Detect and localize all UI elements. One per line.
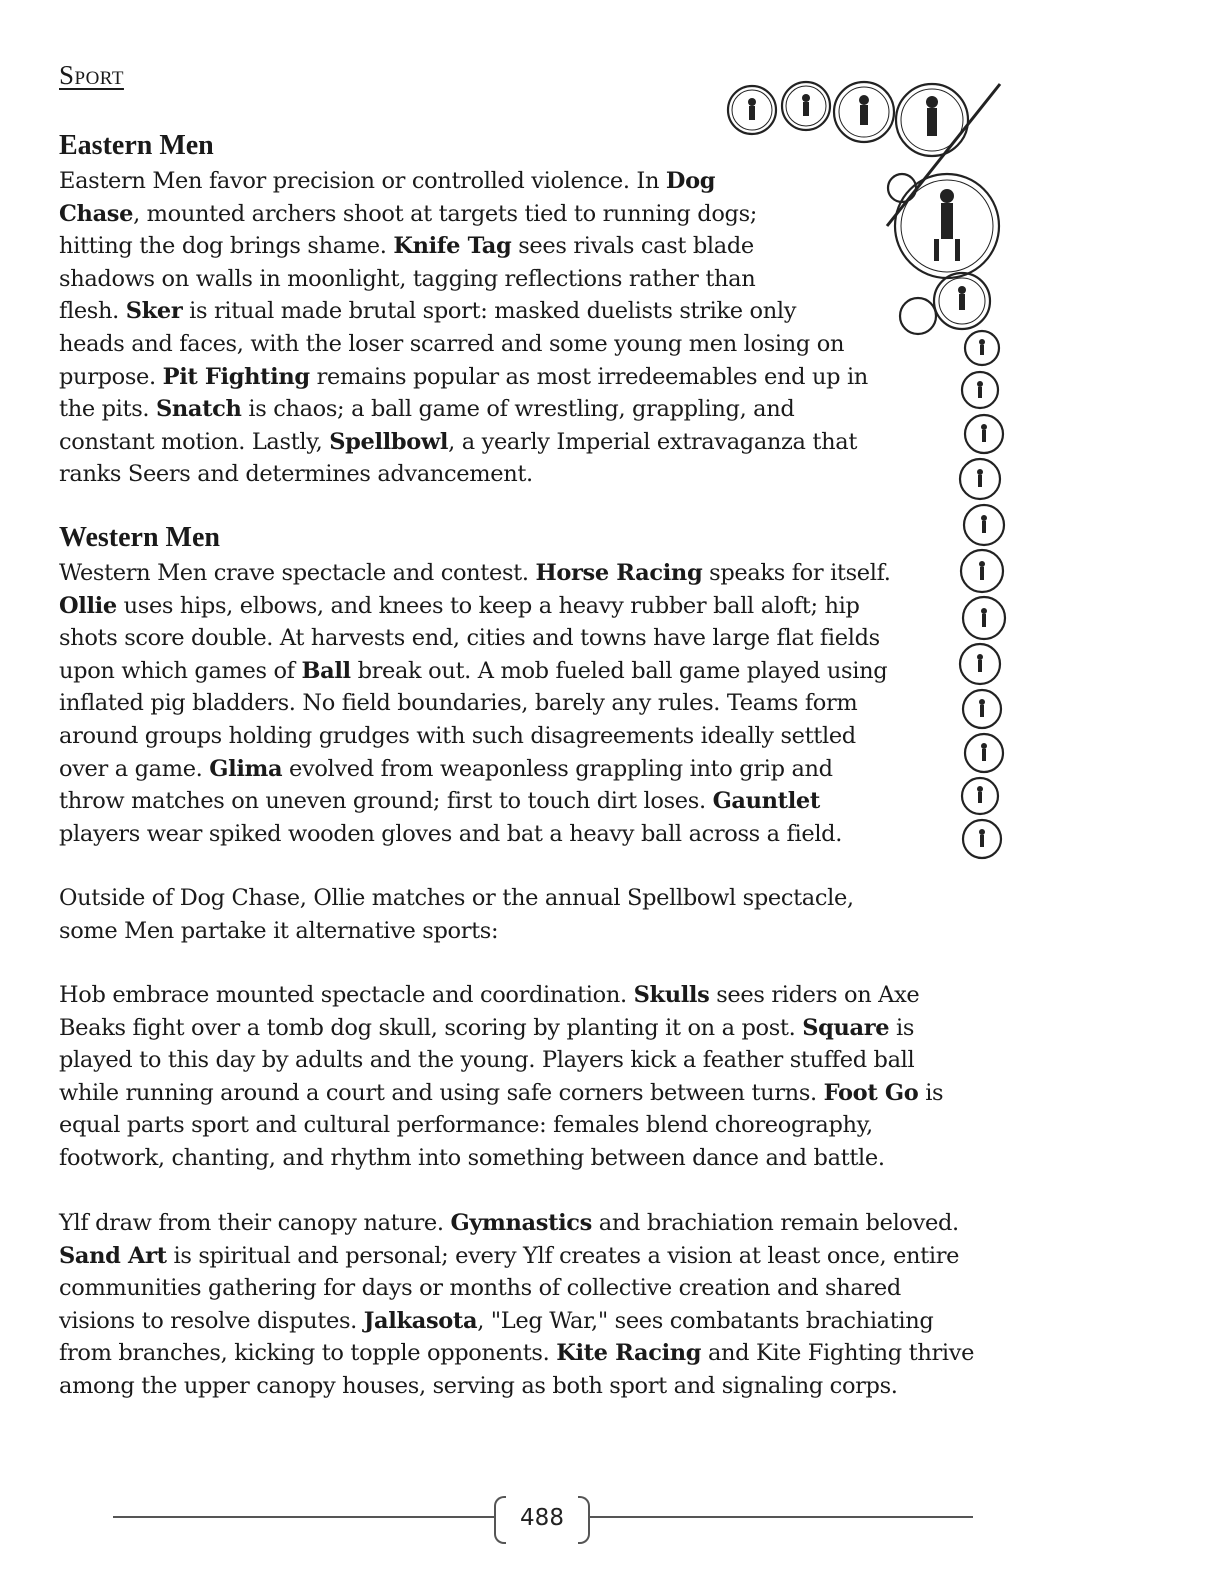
text-run: the pits. xyxy=(59,396,156,423)
text-run: break out. A mob fueled ball game played using xyxy=(350,657,888,684)
sport-name: Foot Go xyxy=(823,1079,919,1106)
text-line xyxy=(59,1337,974,1370)
text-run: communities gathering for days or months of collective creation and shared xyxy=(59,1275,901,1302)
text-run: shadows on walls in moonlight, tagging reflections rather than xyxy=(59,265,756,292)
sport-name: Dog xyxy=(665,168,716,194)
sport-name: Knife Tag xyxy=(393,233,512,260)
text-run: visions to resolve disputes. xyxy=(59,1307,364,1334)
text-run: heads and faces, with the loser scarred and some young men losing on xyxy=(59,330,845,357)
text-run: sees riders on Axe xyxy=(709,982,920,1008)
text-run: is xyxy=(918,1079,944,1106)
text-line xyxy=(59,1370,974,1403)
text-run: ranks Seers and determines advancement. xyxy=(59,461,533,488)
text-line xyxy=(59,1142,943,1175)
sport-name: Pit Fighting xyxy=(162,363,310,390)
text-run: Ylf draw from their canopy nature. xyxy=(59,1210,451,1236)
sport-name: Skulls xyxy=(633,982,710,1008)
text-run: , mounted archers shoot at targets tied to running dogs; xyxy=(133,200,757,227)
text-run: Outside of Dog Chase, Ollie matches or the annual Spellbowl spectacle, xyxy=(59,885,854,911)
text-line xyxy=(59,1109,943,1142)
text-run: , a yearly Imperial extravaganza that xyxy=(448,428,858,455)
text-run: around groups holding grudges with such disagreements ideally settled xyxy=(59,722,856,749)
text-line xyxy=(59,1207,974,1240)
text-run: upon which games of xyxy=(59,657,302,684)
page-number: 488 xyxy=(520,1505,564,1531)
sport-name: Snatch xyxy=(156,396,242,423)
text-run: among the upper canopy houses, serving as both sport and signaling corps. xyxy=(59,1372,898,1399)
text-run: is xyxy=(889,1014,915,1041)
sport-name: Ollie xyxy=(59,592,117,619)
sport-name: Kite Racing xyxy=(556,1340,702,1367)
western-men-heading: Western Men xyxy=(59,522,220,553)
sport-name: Sker xyxy=(125,298,183,325)
page-number-box xyxy=(494,1496,590,1540)
sport-name: Jalkasota xyxy=(363,1307,478,1334)
text-run: uses hips, elbows, and knees to keep a heavy rubber ball aloft; hip xyxy=(116,592,860,619)
sport-name: Chase xyxy=(59,200,134,227)
text-line xyxy=(59,979,943,1012)
sport-name: Ball xyxy=(301,657,351,684)
text-run: , "Leg War," sees combatants brachiating xyxy=(477,1307,934,1334)
sport-name: Spellbowl xyxy=(329,428,449,455)
outside-paragraph xyxy=(59,882,854,947)
text-run: is ritual made brutal sport: masked duelists strike only xyxy=(182,298,797,325)
bracket-left xyxy=(494,1496,506,1544)
text-run: constant motion. Lastly, xyxy=(59,428,330,455)
text-run: and Kite Fighting thrive xyxy=(701,1340,975,1367)
sport-name: Gymnastics xyxy=(450,1210,592,1236)
text-run: played to this day by adults and the young. Players kick a feather stuffed ball xyxy=(59,1047,915,1074)
text-run: throw matches on uneven ground; first to touch dirt loses. xyxy=(59,788,713,815)
text-line xyxy=(59,915,854,948)
text-run: hitting the dog brings shame. xyxy=(59,233,394,260)
text-line xyxy=(59,1077,943,1110)
text-run: purpose. xyxy=(59,363,163,390)
text-run: players wear spiked wooden gloves and bat a heavy ball across a field. xyxy=(59,820,843,847)
footer-rule-left xyxy=(113,1516,494,1518)
text-run: footwork, chanting, and rhythm into something between dance and battle. xyxy=(59,1144,885,1171)
footer-rule-right xyxy=(590,1516,973,1518)
sport-name: Square xyxy=(802,1014,890,1041)
text-run: speaks for itself. xyxy=(702,560,891,586)
sport-name: Horse Racing xyxy=(535,560,703,586)
eastern-men-heading: Eastern Men xyxy=(59,130,214,161)
text-run: is spiritual and personal; every Ylf creates a vision at least once, entire xyxy=(166,1242,960,1269)
text-run: Hob embrace mounted spectacle and coordination. xyxy=(59,982,634,1008)
text-run: while running around a court and using safe corners between turns. xyxy=(59,1079,824,1106)
text-line xyxy=(59,1012,943,1045)
text-run: equal parts sport and cultural performance: females blend choreography, xyxy=(59,1112,873,1139)
section-title: Sport xyxy=(59,60,124,90)
text-run: is chaos; a ball game of wrestling, grappling, and xyxy=(241,396,795,423)
text-line xyxy=(59,1272,974,1305)
bracket-right xyxy=(578,1496,590,1544)
text-run: Eastern Men favor precision or controlled violence. In xyxy=(59,168,666,194)
sport-name: Gauntlet xyxy=(712,788,820,815)
text-run: sees rivals cast blade xyxy=(511,233,754,260)
text-run: Western Men crave spectacle and contest. xyxy=(59,560,536,586)
sports-vignette-border xyxy=(722,76,1012,884)
text-run: shots score double. At harvests end, cities and towns have large flat fields xyxy=(59,625,880,652)
text-line xyxy=(59,882,854,915)
sport-name: Glima xyxy=(209,755,283,782)
text-line xyxy=(59,1044,943,1077)
text-run: remains popular as most irredeemables end up in xyxy=(309,363,868,390)
text-run: flesh. xyxy=(59,298,126,325)
text-run: and brachiation remain beloved. xyxy=(591,1210,959,1236)
text-run: Beaks fight over a tomb dog skull, scoring by planting it on a post. xyxy=(59,1014,803,1041)
text-run: over a game. xyxy=(59,755,210,782)
text-run: evolved from weaponless grappling into grip and xyxy=(282,755,833,782)
text-line xyxy=(59,1240,974,1273)
sport-name: Sand Art xyxy=(59,1242,167,1269)
text-line xyxy=(59,1305,974,1338)
text-run: inflated pig bladders. No field boundaries, barely any rules. Teams form xyxy=(59,690,858,717)
text-run: from branches, kicking to topple opponents. xyxy=(59,1340,557,1367)
text-run: some Men partake it alternative sports: xyxy=(59,917,499,944)
ylf-paragraph xyxy=(59,1207,974,1403)
hob-paragraph xyxy=(59,979,943,1175)
